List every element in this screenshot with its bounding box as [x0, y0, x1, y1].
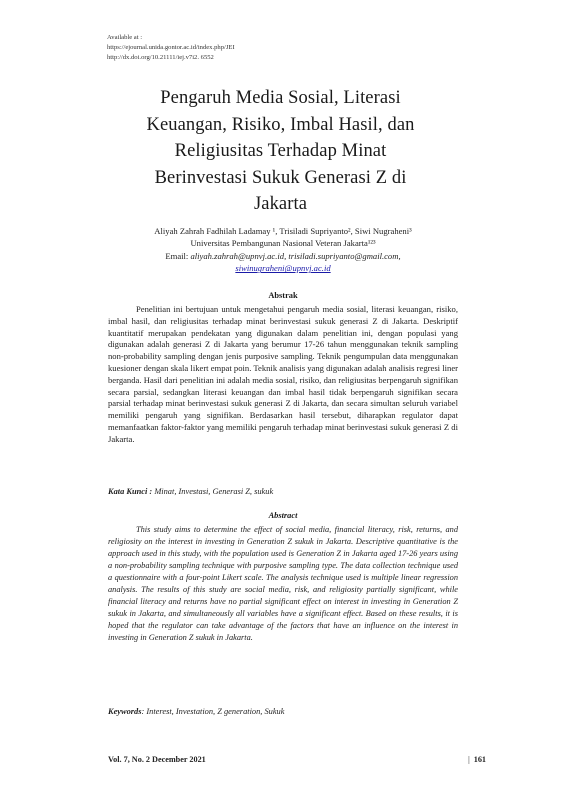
keywords-label: Keywords [108, 707, 142, 716]
title-line: Jakarta [253, 194, 308, 214]
abstract-heading: Abstract [268, 511, 298, 520]
journal-url-link[interactable]: https://ejournal.unida.gontor.ac.id/index.php/JEI [107, 44, 235, 51]
author-block [108, 225, 458, 275]
footer-separator: | [468, 755, 470, 764]
journal-header [107, 33, 235, 63]
footer-volume: Vol. 7, No. 2 December 2021 [108, 755, 206, 764]
author-names: Aliyah Zahrah Fadhilah Ladamay ¹, Trisiladi Supriyanto², Siwi Nugraheni³ [154, 226, 412, 236]
keywords-terms: : Interest, Investation, Z generation, Sukuk [141, 707, 285, 716]
title-line: Keuangan, Risiko, Imbal Hasil, dan [146, 114, 415, 135]
doi-link[interactable]: http://dx.doi.org/10.21111/iej.v7i2. 6552 [107, 54, 214, 61]
email-addresses[interactable]: aliyah.zahrah@upnvj.ac.id, trisiladi.supriyanto@gmail.com, [190, 250, 401, 261]
title-line: Pengaruh Media Sosial, Literasi [160, 88, 401, 108]
kata-kunci-label: Kata Kunci : [108, 487, 155, 496]
abstract-body: This study aims to determine the effect of social media, financial literacy, risk, returns, and religiosity on the interest in investing in Generation Z sukuk in Jakarta. Descriptive quantitative is the approach used in this study, with the population used is Generation Z in Jakarta aged 17-26 years using a non-probability sampling technique with purposive sampling type. The data collection technique used a questionnaire with a four-point Likert scale. The analysis technique used is multiple linear regression analysis. The results of this study are social media, risk, and religiosity partially significant, while financial literacy and returns have no partial significant effect on interest in investing in Generation Z sukuk in Jakarta, and simultaneously all variables have a significant effect. Based on these results, it is hoped that the regulator can take advantage of the factors that have an influence on the interest in investing in Generation Z sukuk in Jakarta. [108, 525, 458, 642]
footer-page [468, 755, 486, 764]
kata-kunci-terms: Minat, Investasi, Generasi Z, sukuk [154, 487, 274, 496]
abstrak-heading: Abstrak [268, 291, 298, 300]
paper-title [108, 85, 453, 218]
title-line: Religiusitas Terhadap Minat [174, 141, 387, 161]
keywords [108, 707, 458, 716]
abstrak-body: Penelitian ini bertujuan untuk mengetahui pengaruh media sosial, literasi keuangan, risiko, imbal hasil, dan religiusitas terhadap minat berinvestasi sukuk generasi Z di Jakarta. Deskriptif kuantitatif merupakan pendekatan yang digunakan dalam penelitian ini, dengan populasi yang digunakan adalah generasi Z di Jakarta yang berumur 17-26 tahun menggunakan teknik sampling non-probability sampling dengan jenis purposive sampling. Teknik pengumpulan data menggunakan kuesioner dengan skala likert empat poin. Teknik analisis yang digunakan adalah analisis regresi liner berganda. Hasil dari penelitian ini adalah media sosial, risiko, dan religiusitas berpengaruh signifikan secara parsial, sedangkan literasi keuangan dan imbal hasil tidak berpengaruh signifikan secara parsial terhadap minat berinvestasi sukuk generasi Z di Jakarta, dan secara simultan seluruh variabel memiliki pengaruh yang signifikan. Berdasarkan hasil tersebut, diharapkan regulator dapat memanfaatkan faktor-faktor yang memiliki pengaruh terhadap minat berinvestasi sukuk generasi Z di Jakarta. [108, 304, 458, 444]
author-emails [108, 250, 458, 262]
page-number: 161 [473, 755, 486, 764]
author-affiliation: Universitas Pembangunan Nasional Veteran Jakarta¹²³ [190, 238, 376, 249]
title-line: Berinvestasi Sukuk Generasi Z di [154, 167, 407, 188]
email-link[interactable]: siwinugraheni@upnvj.ac.id [235, 263, 331, 274]
page-footer [108, 755, 486, 764]
kata-kunci [108, 487, 458, 496]
email-label: Email: [165, 250, 191, 261]
available-at-label: Available at : [107, 34, 143, 41]
